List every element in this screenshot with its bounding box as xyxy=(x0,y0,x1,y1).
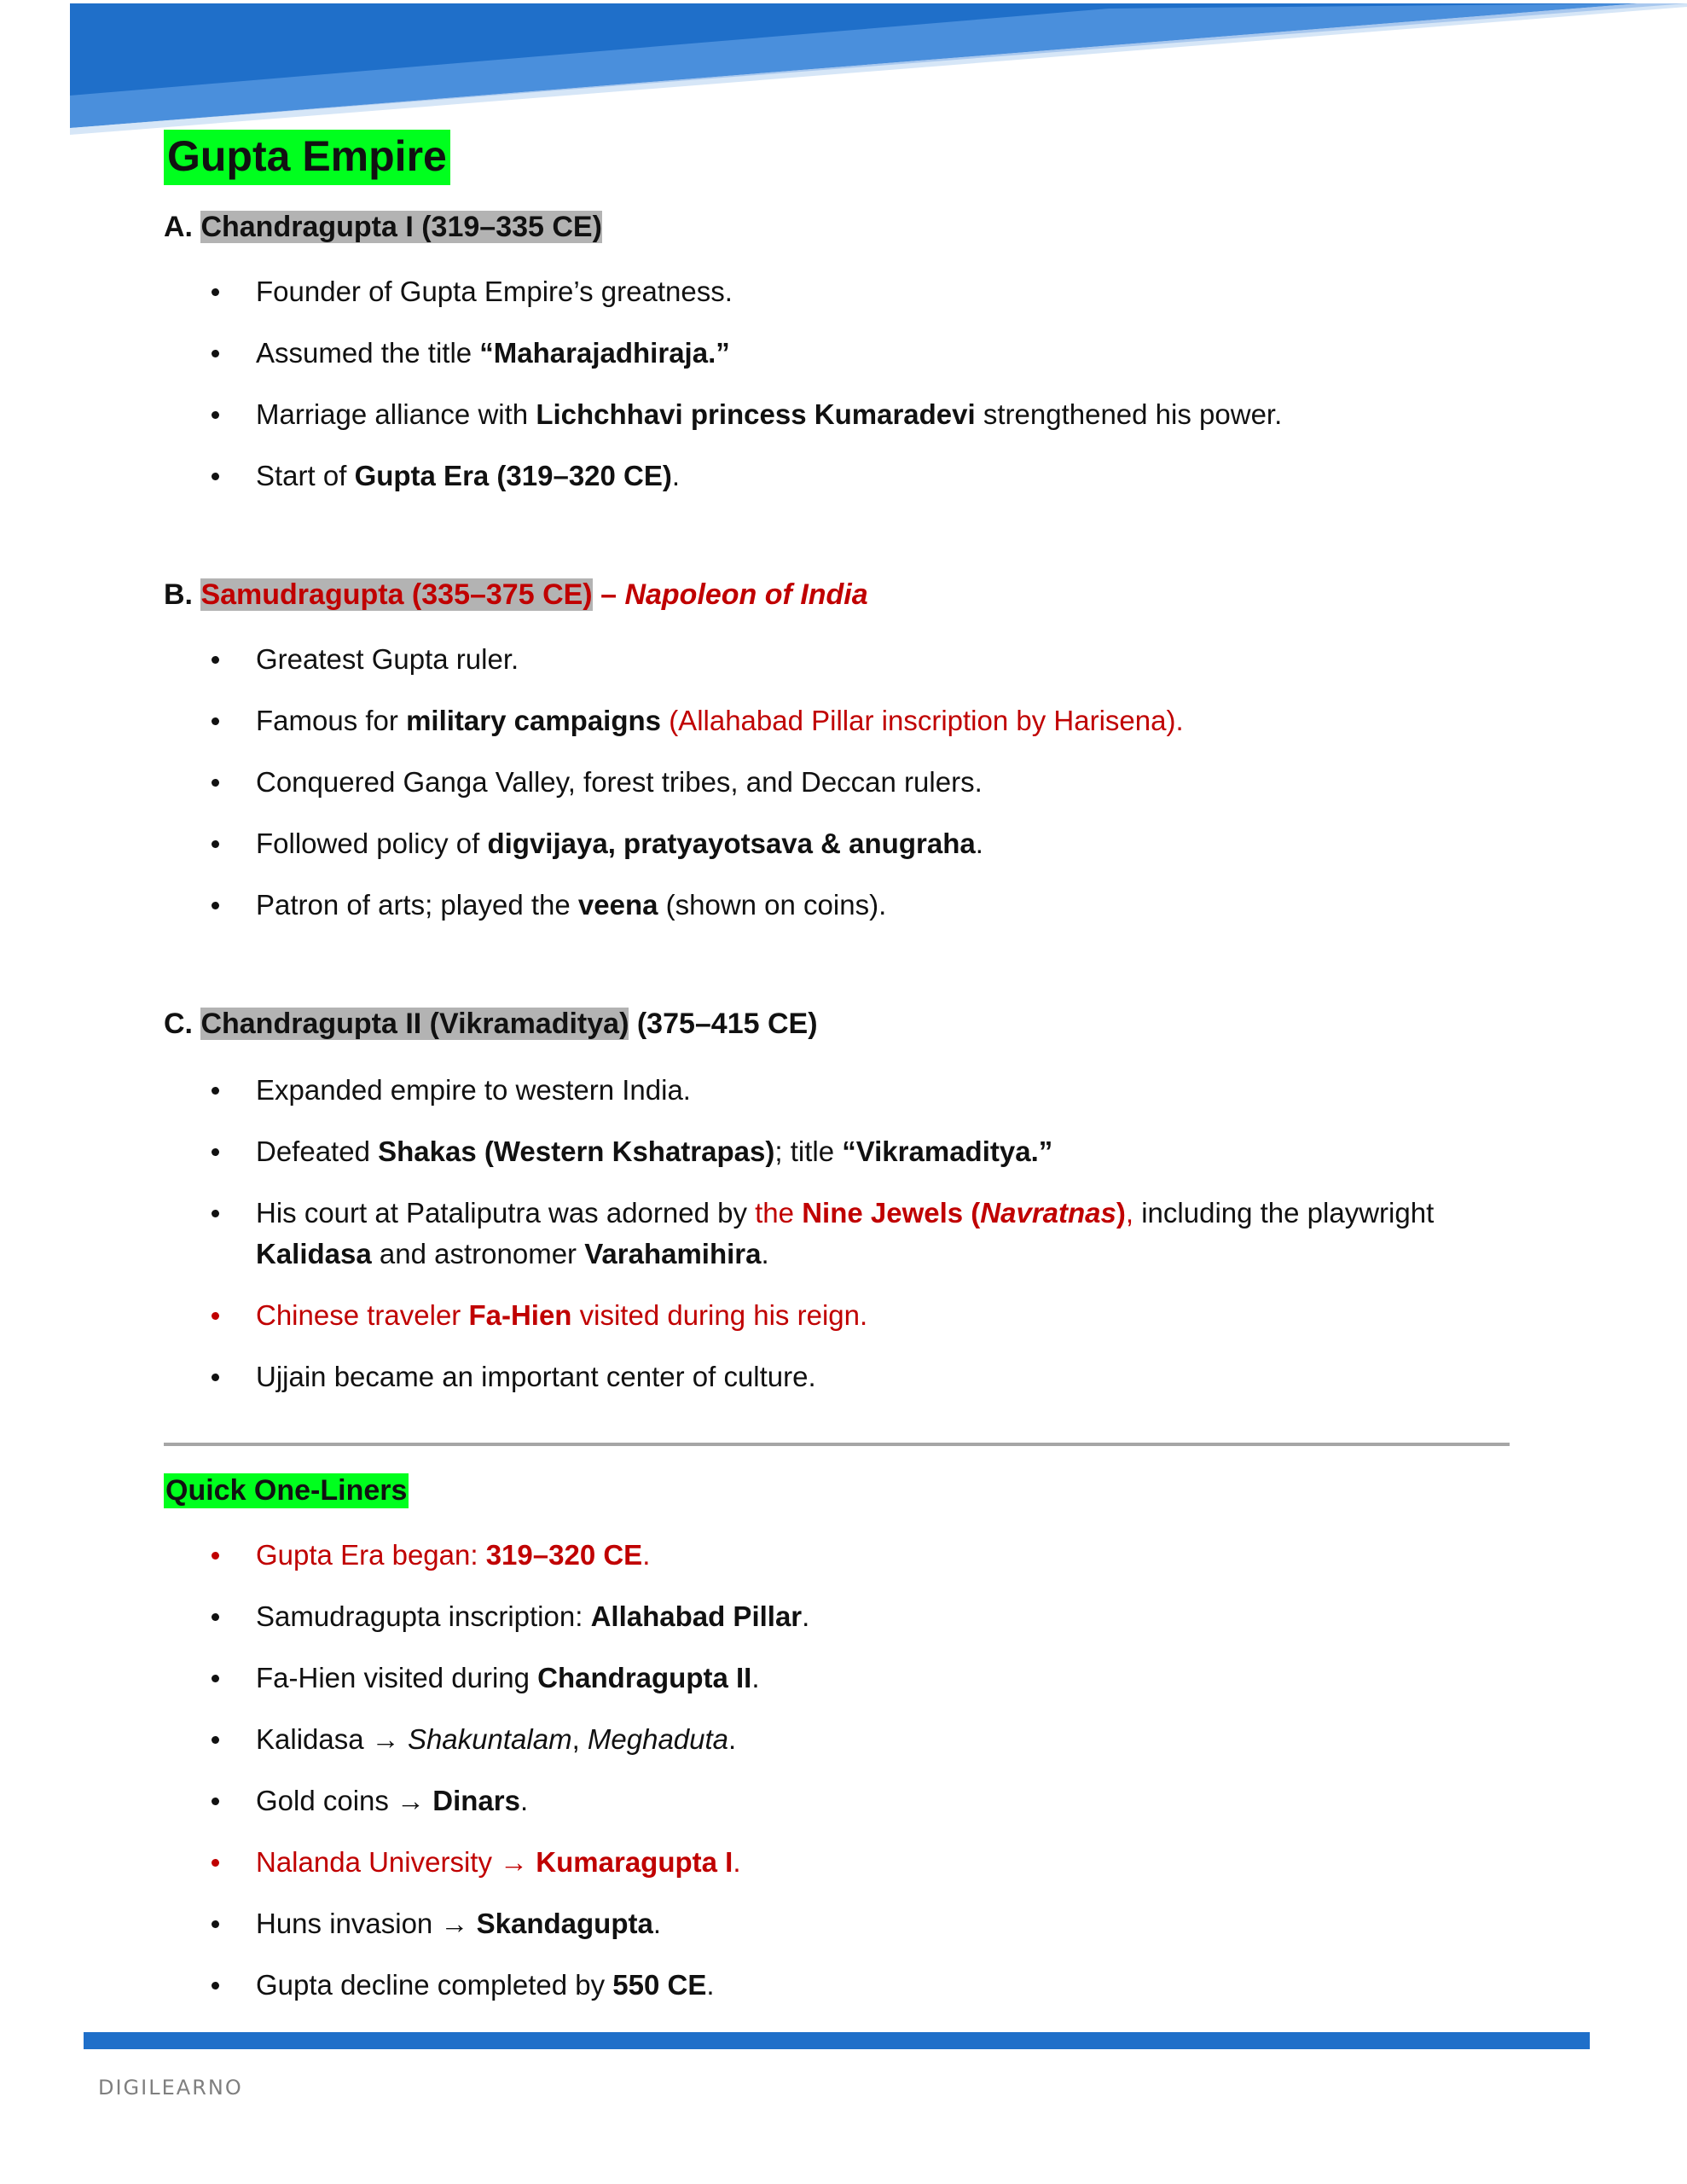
bullet-icon xyxy=(212,1210,219,1217)
one-liners-list xyxy=(206,1535,1503,2026)
bullet-icon xyxy=(212,1798,219,1805)
section-heading-c xyxy=(164,1007,818,1042)
page-title: Gupta Empire xyxy=(164,130,450,185)
section-b-list xyxy=(206,639,1503,946)
bullet-icon xyxy=(212,1552,219,1560)
bullet-icon xyxy=(212,840,219,848)
ruler-name: Chandragupta II (Vikramaditya) xyxy=(200,1008,629,1040)
section-heading-b: B. Samudragupta (335–375 CE) – Napoleon of India xyxy=(164,578,868,611)
bullet-icon xyxy=(212,1087,219,1095)
section-a-list xyxy=(206,271,1503,517)
ruler-name: Samudragupta (335–375 CE) xyxy=(200,578,593,611)
ruler-epithet: Napoleon of India xyxy=(624,578,868,611)
list-item: Famous for military campaigns (Allahabad Pillar inscription by Harisena). xyxy=(206,700,1503,762)
bullet-icon xyxy=(212,717,219,725)
bullet-icon xyxy=(212,1920,219,1928)
ruler-dates: (375–415 CE) xyxy=(629,1008,818,1040)
ruler-name: Chandragupta I (319–335 CE) xyxy=(200,211,602,243)
list-item: His court at Pataliputra was adorned by the Nine Jewels (Navratnas), including the playwright Kalidasa and astronomer Varahamihira. xyxy=(206,1193,1503,1295)
list-item: Conquered Ganga Valley, forest tribes, and Deccan rulers. xyxy=(206,762,1503,823)
list-item: Nalanda University → Kumaragupta I. xyxy=(206,1842,1503,1903)
section-letter: B. xyxy=(164,578,193,611)
bullet-icon xyxy=(212,1613,219,1621)
footer-brand: DIGILEARNO xyxy=(98,2076,243,2100)
list-item: Patron of arts; played the veena (shown on coins). xyxy=(206,885,1503,946)
list-item: Founder of Gupta Empire’s greatness. xyxy=(206,271,1503,333)
section-heading-a xyxy=(164,210,602,245)
bullet-icon xyxy=(212,1736,219,1744)
list-item: Defeated Shakas (Western Kshatrapas); title “Vikramaditya.” xyxy=(206,1131,1503,1193)
header-banner xyxy=(0,0,1687,145)
section-divider xyxy=(164,1443,1510,1446)
bullet-icon xyxy=(212,288,219,296)
bullet-icon xyxy=(212,1148,219,1156)
bullet-icon xyxy=(212,1859,219,1867)
list-item: Gold coins → Dinars. xyxy=(206,1780,1503,1842)
list-item: Kalidasa → Shakuntalam, Meghaduta. xyxy=(206,1719,1503,1780)
bullet-icon xyxy=(212,656,219,664)
section-letter: A. xyxy=(164,211,193,243)
bullet-icon xyxy=(212,473,219,480)
bullet-icon xyxy=(212,1312,219,1320)
footer-bar xyxy=(84,2032,1590,2049)
bullet-icon xyxy=(212,411,219,419)
list-item: Marriage alliance with Lichchhavi princess Kumaradevi strengthened his power. xyxy=(206,394,1503,456)
bullet-icon xyxy=(212,902,219,909)
bullet-icon xyxy=(212,1982,219,1989)
list-item: Samudragupta inscription: Allahabad Pillar. xyxy=(206,1596,1503,1658)
bullet-icon xyxy=(212,1374,219,1381)
list-item: Gupta decline completed by 550 CE. xyxy=(206,1965,1503,2026)
list-item: Assumed the title “Maharajadhiraja.” xyxy=(206,333,1503,394)
bullet-icon xyxy=(212,779,219,787)
list-item: Greatest Gupta ruler. xyxy=(206,639,1503,700)
list-item: Gupta Era began: 319–320 CE. xyxy=(206,1535,1503,1596)
list-item: Chinese traveler Fa-Hien visited during his reign. xyxy=(206,1295,1503,1356)
one-liners-heading: Quick One-Liners xyxy=(165,1474,408,1507)
list-item: Start of Gupta Era (319–320 CE). xyxy=(206,456,1503,517)
list-item: Fa-Hien visited during Chandragupta II. xyxy=(206,1658,1503,1719)
bullet-icon xyxy=(212,350,219,357)
list-item: Ujjain became an important center of culture. xyxy=(206,1356,1503,1418)
list-item: Huns invasion → Skandagupta. xyxy=(206,1903,1503,1965)
bullet-icon xyxy=(212,1675,219,1682)
section-letter: C. xyxy=(164,1008,193,1040)
section-c-list xyxy=(206,1070,1503,1418)
list-item: Followed policy of digvijaya, pratyayotsava & anugraha. xyxy=(206,823,1503,885)
list-item: Expanded empire to western India. xyxy=(206,1070,1503,1131)
